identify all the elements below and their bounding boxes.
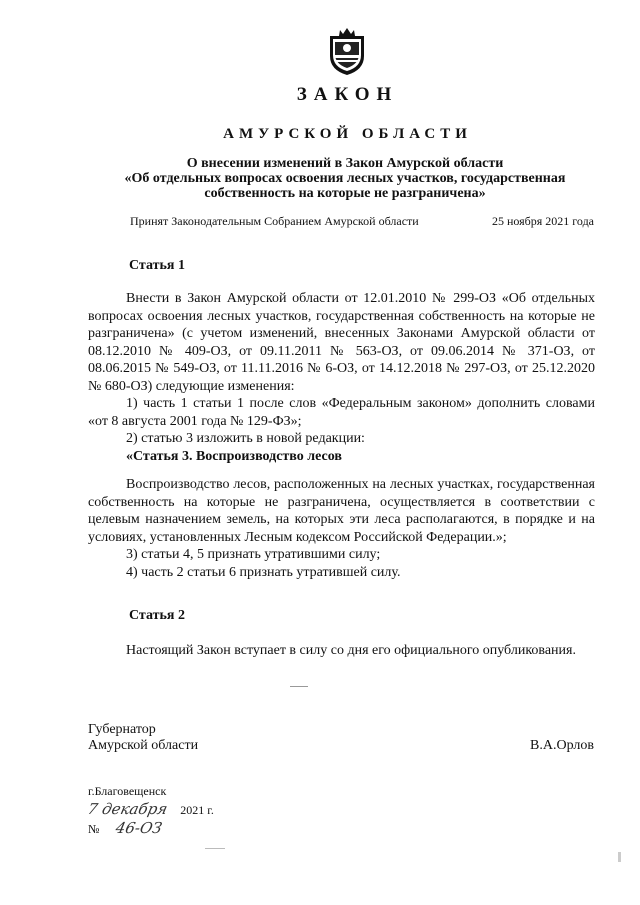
quoted-article-body: Воспроизводство лесов, расположенных на лесных участках, государственная собственность на которые не разграничена, осуществляется в соответствии с целевым назначением земель, на которых эти леса располагаются, в порядке и на условиях, установленных Лесным кодексом Российской Федерации.»; <box>88 477 595 545</box>
article-2-body <box>88 642 595 660</box>
article-1-item-4: 4) часть 2 статьи 6 признать утратившей силу. <box>126 564 401 580</box>
law-heading <box>90 156 600 201</box>
article-1-title: Статья 1 <box>129 258 185 273</box>
signatory-position-line-2: Амурской области <box>88 738 199 753</box>
signing-year: 2021 г. <box>180 803 214 817</box>
adopted-date: 25 ноября 2021 года <box>491 214 594 228</box>
article-1-intro: Внести в Закон Амурской области от 12.01.2010 № 299-ОЗ «Об отдельных вопросах освоения лесных участков, государственная собственность на которые не разграничена» (с учетом изменений, внесенных Законами Амурской области от 08.12.2010 № 409-ОЗ, от 09.11.2011 № 563-ОЗ, от 09.06.2014 № 371-ОЗ, от 08.06.2015 № 549-ОЗ, от 11.11.2016 № 6-ОЗ, от 14.12.2018 № 297-ОЗ, от 25.12.2020 № 680-ОЗ) следующие изменения: <box>88 291 595 394</box>
document-subtitle: АМУРСКОЙ ОБЛАСТИ <box>223 126 472 142</box>
handwritten-date: 7 декабря <box>86 800 170 818</box>
law-number <box>88 819 165 837</box>
article-1-body <box>88 290 595 465</box>
article-1-item-2: 2) статью 3 изложить в новой редакции: <box>126 431 365 446</box>
quoted-article-title: «Статья 3. Воспроизводство лесов <box>126 448 342 464</box>
divider-mark <box>290 686 308 687</box>
heading-line-2: «Об отдельных вопросах освоения лесных участков, государственная <box>124 171 566 186</box>
coat-of-arms-emblem <box>326 26 368 76</box>
scan-speck-edge <box>618 852 621 862</box>
law-number-prefix: № <box>88 822 100 836</box>
signatory-position <box>88 722 198 754</box>
article-2-text: Настоящий Закон вступает в силу со дня его официального опубликования. <box>126 643 576 658</box>
handwritten-law-number: 46-ОЗ <box>114 819 165 837</box>
quoted-article-body-block <box>88 476 595 581</box>
heading-line-3: собственность на которые не разграничена» <box>204 186 486 201</box>
signatory-position-line-1: Губернатор <box>88 722 156 737</box>
signing-place: г.Благовещенск <box>88 784 167 798</box>
article-1-item-1: 1) часть 1 статьи 1 после слов «Федеральным законом» дополнить словами «от 8 августа 2001 года № 129-ФЗ»; <box>88 396 595 429</box>
article-2-title: Статья 2 <box>129 608 185 623</box>
signatory-name: В.А.Орлов <box>530 738 594 753</box>
adopted-by: Принят Законодательным Собранием Амурской области <box>130 214 419 228</box>
heading-line-1: О внесении изменений в Закон Амурской области <box>186 156 504 171</box>
scan-speck <box>205 848 225 849</box>
signing-date <box>88 800 214 818</box>
document-title: ЗАКОН <box>296 84 399 105</box>
article-1-item-3: 3) статьи 4, 5 признать утратившими силу; <box>126 547 381 562</box>
